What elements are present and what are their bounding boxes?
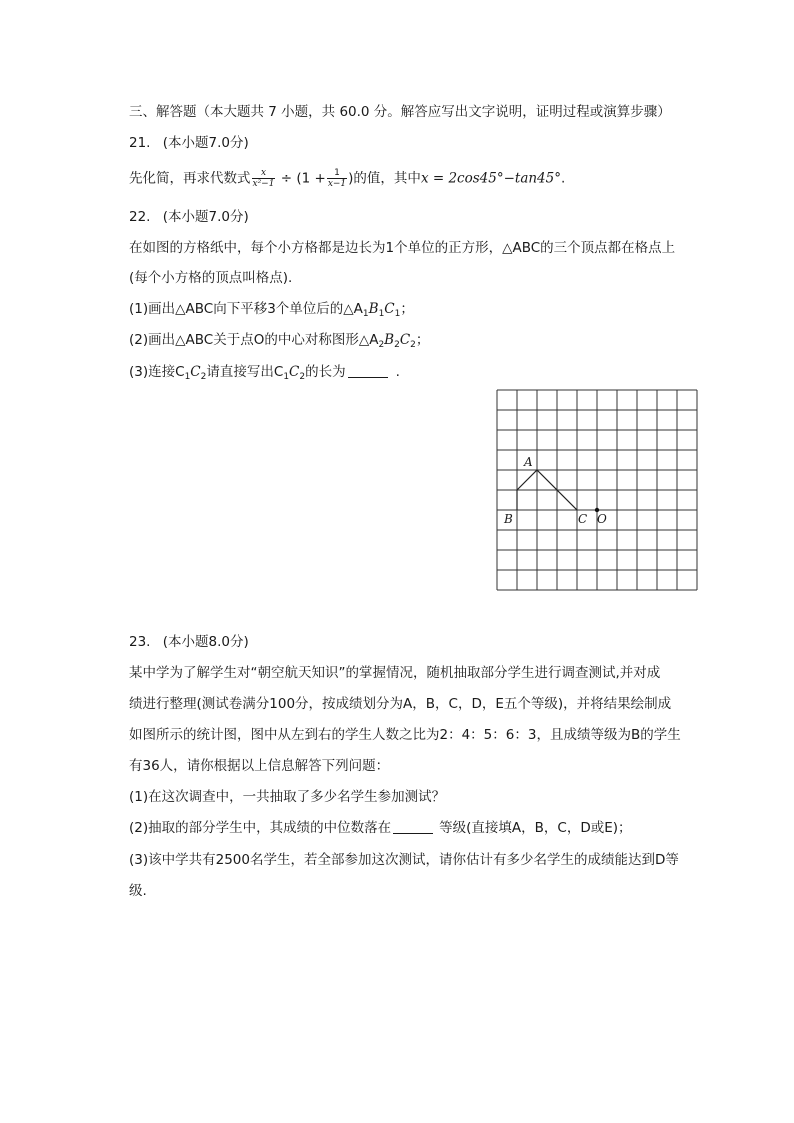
- q22-part3-prefix: (3)连接C: [129, 364, 185, 380]
- q22-heading: [129, 207, 249, 227]
- q22-part1-end: ；: [400, 301, 414, 317]
- q23-line-1: 某中学为了解学生对“朝空航天知识”的掌握情况，随机抽取部分学生进行调查测试,并对成: [129, 665, 661, 681]
- grid-lines: [497, 390, 697, 590]
- q23-score: (本小题8.0分): [162, 634, 249, 650]
- q22-part3-end: 的长为: [305, 364, 346, 380]
- q22-part1-sub-b: 1: [378, 309, 385, 319]
- q23-part2-suffix: 等级(直接填A，B，C，D或E)；: [439, 820, 632, 836]
- q23-line-2: 绩进行整理(测试卷满分100分，按成绩划分为A，B，C，D，E五个等级)，并将结果绘制成: [129, 696, 672, 712]
- q21-score: (本小题7.0分): [162, 135, 249, 151]
- q22-part2-end: ；: [415, 332, 430, 348]
- q23-line-4: 有36人，请你根据以上信息解答下列问题：: [129, 758, 390, 774]
- q22-part3-sub-1a: 1: [184, 372, 191, 382]
- grid-figure: [496, 389, 698, 591]
- q21-heading: [129, 133, 249, 153]
- q21-frac2-denominator: x−1: [327, 179, 347, 189]
- q22-part1-c: C: [384, 301, 395, 317]
- q22-part-2: [129, 330, 429, 355]
- q22-score: (本小题7.0分): [162, 209, 249, 225]
- q22-part-1: [129, 299, 414, 324]
- q22-part3-sub-2b: 2: [299, 372, 306, 382]
- label-a: A: [524, 455, 533, 469]
- q23-part-1: (1)在这次调查中，一共抽取了多少名学生参加测试？: [129, 789, 446, 805]
- q22-number: 22.: [129, 209, 151, 225]
- q21-text-before: 先化简，再求代数式: [129, 170, 251, 187]
- q21-frac2-numerator: 1: [327, 168, 347, 179]
- q22-part-3: [129, 362, 400, 387]
- q23-part-3-line-2: 级.: [129, 883, 147, 899]
- q22-answer-blank[interactable]: [348, 365, 388, 378]
- q22-part2-c: C: [399, 332, 411, 348]
- q23-line-3: 如图所示的统计图，图中从左到右的学生人数之比为2：4：5：6：3，且成绩等级为B的学生: [129, 727, 681, 743]
- q21-fraction-2: [327, 168, 347, 189]
- label-c: C: [578, 512, 588, 526]
- q22-part2-sub-c: 2: [410, 340, 416, 350]
- q21-number: 21.: [129, 135, 151, 151]
- label-o: O: [597, 512, 607, 526]
- q22-part1-b: B: [368, 301, 379, 317]
- q23-part2-prefix: (2)抽取的部分学生中，其成绩的中位数落在: [129, 820, 392, 836]
- q21-expression: x = 2cos45°−tan45°: [420, 170, 561, 187]
- label-b: B: [504, 512, 513, 526]
- q23-part-2: [129, 818, 632, 838]
- q21-end: .: [561, 170, 566, 187]
- q23-number: 23.: [129, 634, 151, 650]
- q23-heading: [129, 632, 249, 652]
- q21-frac1-numerator: x: [252, 168, 276, 179]
- q22-part3-tail: .: [395, 364, 400, 380]
- q22-line-2: (每个小方格的顶点叫格点).: [129, 270, 293, 286]
- q22-part3-c2b: C: [289, 364, 300, 380]
- q22-part1-prefix: (1)画出△ABC向下平移3个单位后的△A: [129, 301, 363, 317]
- q21-text-after: )的值，其中: [348, 170, 421, 187]
- q23-part-3-line-1: (3)该中学共有2500名学生，若全部参加这次测试，请你估计有多少名学生的成绩能达到D等: [129, 852, 679, 868]
- q22-line-1: 在如图的方格纸中，每个小方格都是边长为1个单位的正方形，△ABC的三个顶点都在格点上: [129, 240, 676, 256]
- q22-part2-b: B: [384, 332, 395, 348]
- q22-part1-sub-a: 1: [362, 309, 369, 319]
- q22-part3-sub-2a: 2: [200, 372, 207, 382]
- q22-part3-mid: 请直接写出C: [206, 364, 284, 380]
- q22-part3-c2a: C: [190, 364, 201, 380]
- q21-fraction-1: [252, 168, 276, 189]
- q21-body: [129, 168, 565, 189]
- q22-part2-sub-b: 2: [394, 340, 400, 350]
- q22-part3-sub-1b: 1: [283, 372, 290, 382]
- q21-operator: ÷ (1 +: [280, 170, 326, 187]
- q22-part1-sub-c: 1: [394, 309, 401, 319]
- q21-frac1-denominator: x²−1: [252, 179, 275, 189]
- q23-answer-blank[interactable]: [393, 821, 433, 834]
- q22-part2-prefix: (2)画出△ABC关于点O的中心对称图形△A: [129, 332, 379, 348]
- section-header: 三、解答题（本大题共 7 小题，共 60.0 分。解答应写出文字说明，证明过程或演算步骤）: [129, 104, 671, 120]
- q22-part2-sub-a: 2: [378, 340, 385, 350]
